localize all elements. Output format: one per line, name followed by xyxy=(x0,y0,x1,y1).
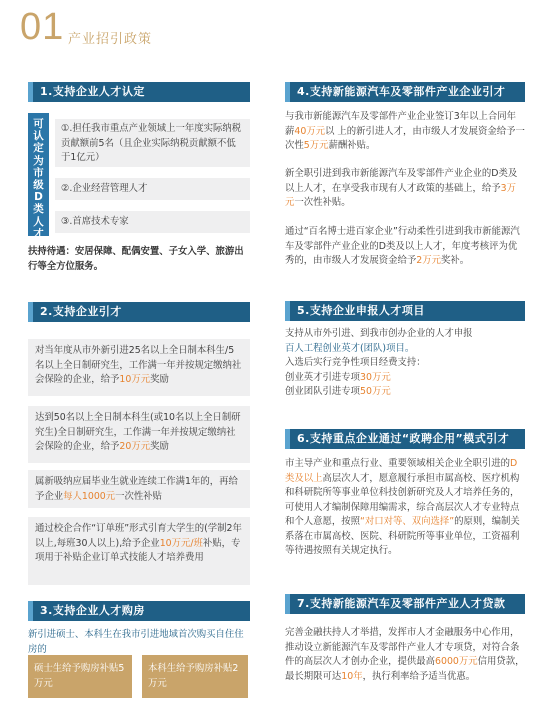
section-6-header xyxy=(285,429,525,449)
section-4-title: 4.支持新能源汽车及零部件产业企业引才 xyxy=(297,85,506,98)
section-5-title: 5.支持企业申报人才项目 xyxy=(297,304,425,317)
s7-paragraph: 完善金融扶持人才举措，发挥市人才金融服务中心作用，推动设立新能源汽车及零部件产业人才专项贷，对符合条件的高层次人才创办企业，提供最高6000万元信用贷款，最长期限可达10年，执行利率给予适当优惠。 xyxy=(285,627,525,682)
recruit-item-2: 达到50名以上全日制本科生(或10名以上全日制研究生)全日制研究生，工作满一年并按规定缴纳社会保险的企业，给予20万元奖励 xyxy=(28,406,250,463)
header-accent-bar xyxy=(285,594,290,614)
d-class-talent-label: 可 认 定 为 市 级 D 类 人 才 xyxy=(28,113,49,236)
section-4-header xyxy=(285,82,525,102)
section-1-title: 1.支持企业人才认定 xyxy=(40,85,145,98)
condition-item-2: ②.企业经营管理人才 xyxy=(55,178,250,200)
s5-content: 支持从市外引进、到我市创办企业的人才申报 百人工程创业英才(团队)项目。 入选后实行竞争性项目经费支持： 创业英才引进专项30万元 创业团队引进专项50万元 xyxy=(285,328,473,398)
section-6-title: 6.支持重点企业通过“政聘企用”模式引才 xyxy=(297,432,510,445)
recruit-item-3: 属新吸纳应届毕业生就业连续工作满1年的，再给予企业每人1000元一次性补贴 xyxy=(28,470,250,508)
s4-paragraph-3: 通过“百名博士进百家企业”行动柔性引进到我市新能源汽车及零部件产业企业的D类及以上人才，年度考核评为优秀的，由市级人才发展资金给予2万元奖补。 xyxy=(285,226,520,267)
housing-desc: 新引进硕士、本科生在我市引进地域首次购买自住住房的 xyxy=(28,629,244,655)
section-3-header xyxy=(28,601,250,621)
header-accent-bar xyxy=(285,301,290,321)
section-3-title: 3.支持企业人才购房 xyxy=(40,604,145,617)
benefit-text: 扶持待遇：安居保障、配偶安置、子女入学、旅游出行等全方位服务。 xyxy=(28,246,244,272)
section-2-header xyxy=(28,302,250,322)
section-2-title: 2.支持企业引才 xyxy=(40,305,122,318)
recruit-item-4: 通过校企合作“订单班”形式引育大学生的(学制2年以上,每班30人以上),给予企业10万元/班补贴，专项用于补贴企业订单式技能人才培养费用 xyxy=(28,517,250,585)
header-accent-bar xyxy=(28,82,33,102)
header-accent-bar xyxy=(28,601,33,621)
section-7-header xyxy=(285,594,525,614)
page-number: 01 xyxy=(20,6,65,48)
header-accent-bar xyxy=(285,82,290,102)
recruit-item-1: 对当年度从市外新引进25名以上全日制本科生/5名以上全日制研究生，工作满一年并按规定缴纳社会保险的企业，给予10万元奖励 xyxy=(28,339,250,396)
header-accent-bar xyxy=(285,429,290,449)
section-7-title: 7.支持新能源汽车及零部件产业人才贷款 xyxy=(297,597,506,610)
s4-paragraph-1: 与我市新能源汽车及零部件产业企业签订3年以上合同年薪40万元以 上的新引进人才，由市级人才发展资金给予一次性5万元薪酬补贴。 xyxy=(285,111,525,152)
bachelor-housing-subsidy: 本科生给予购房补贴2万元 xyxy=(142,655,248,698)
master-housing-subsidy: 硕士生给予购房补贴5万元 xyxy=(28,655,132,698)
s4-paragraph-2: 新全职引进到我市新能源汽车及零部件产业企业的D类及以上人才，在享受我市现有人才政策的基础上，给予3万元一次性补贴。 xyxy=(285,168,518,209)
condition-item-1: ①.担任我市重点产业领域上一年度实际纳税贡献额前5名（且企业实际纳税贡献额不低于1亿元） xyxy=(55,119,250,167)
page-title: 产业招引政策 xyxy=(68,32,153,47)
section-5-header xyxy=(285,301,525,321)
condition-item-3: ③.首席技术专家 xyxy=(55,211,250,233)
header-accent-bar xyxy=(28,302,33,322)
s6-paragraph: 市主导产业和重点行业、重要领域相关企业全职引进的D类及以上高层次人才，愿意履行承担市属高校、医疗机构和科研院所等事业单位科技创新研究及人才培养任务的，可使用人才编制保障用编需求，综合高层次人才专业特点和个人意愿，按照“对口对等、双向选择”的原则，编制关系落在市属高校、医院、科研院所等事业单位，工资福利等待遇按照有关规定执行。 xyxy=(285,458,520,557)
section-1-header xyxy=(28,82,250,102)
